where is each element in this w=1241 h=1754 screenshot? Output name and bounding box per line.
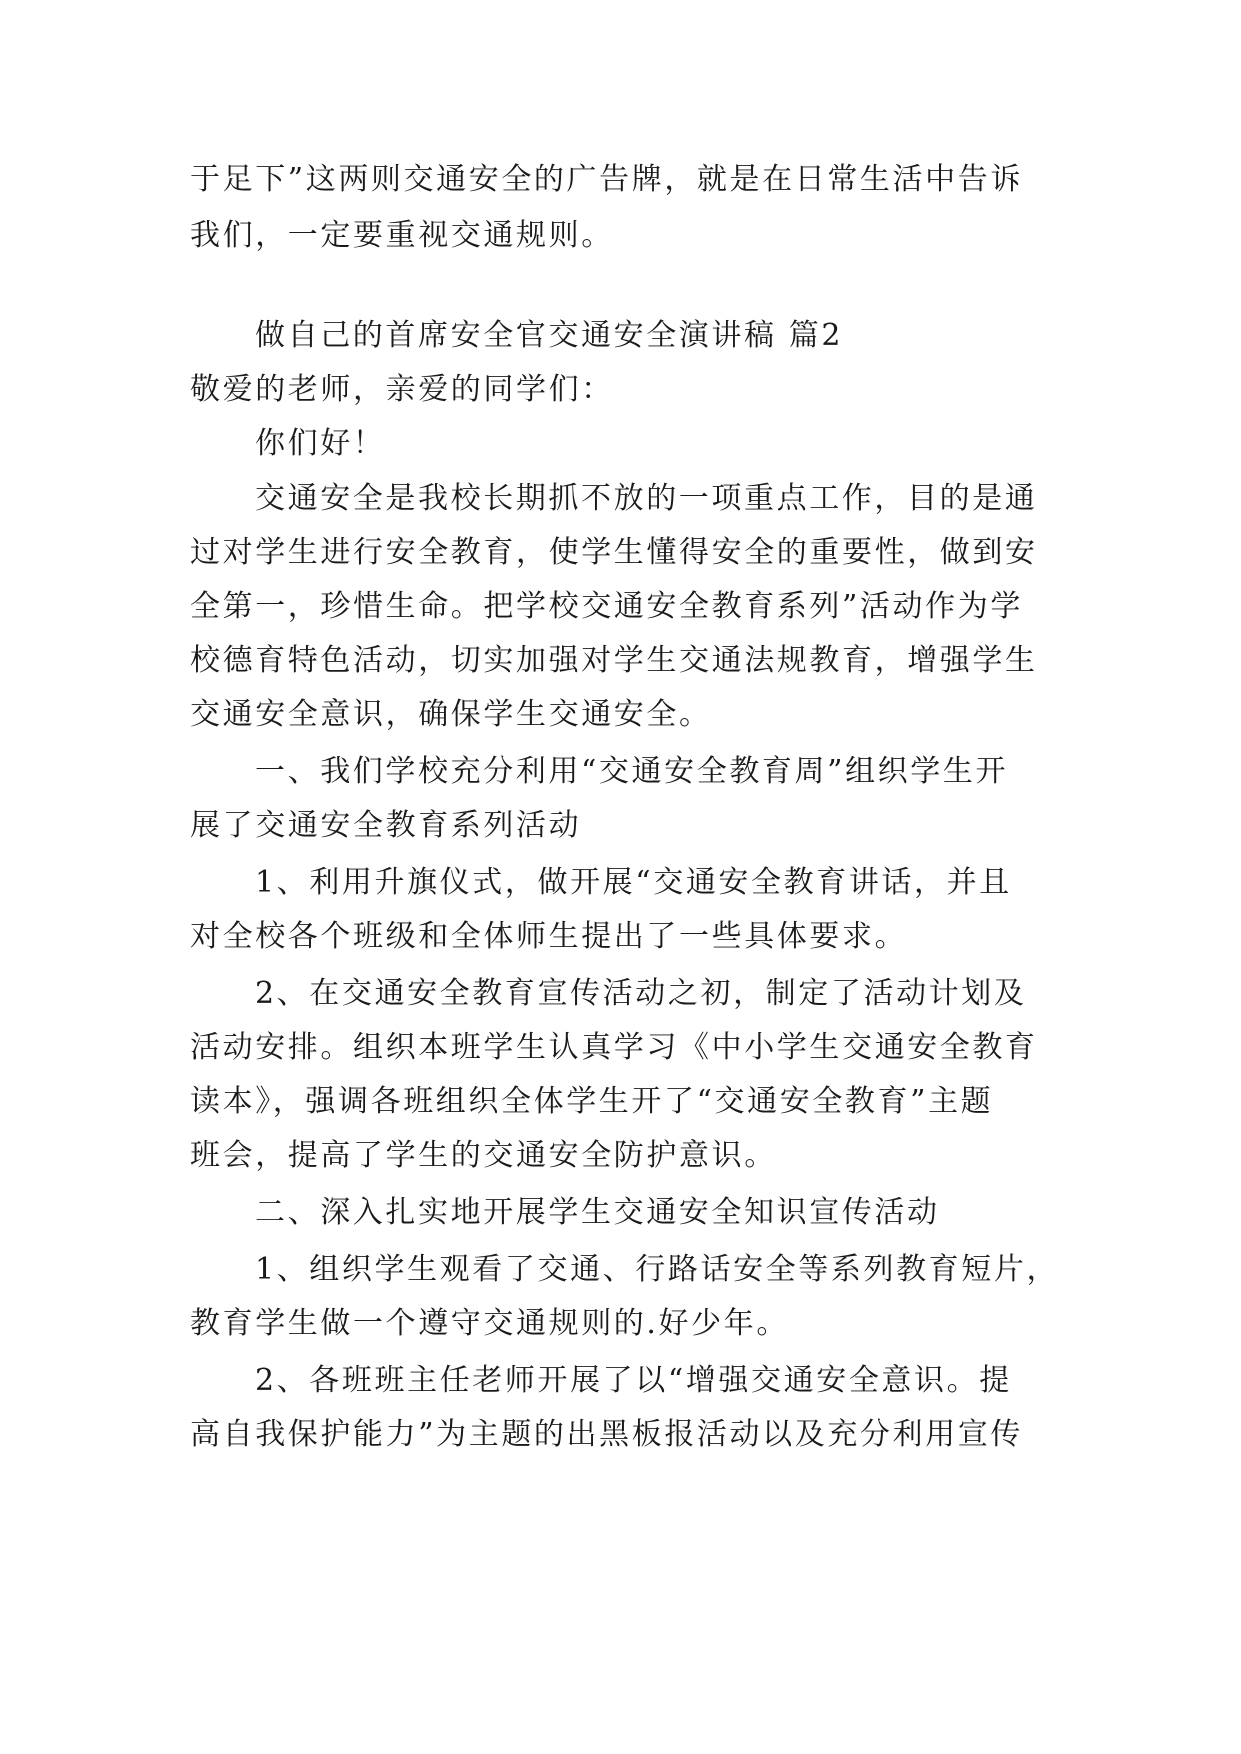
paragraph-line: 活动安排。组织本班学生认真学习《中小学生交通安全教育 xyxy=(190,1030,1038,1065)
paragraph-line: 1、组织学生观看了交通、行路话安全等系列教育短片， xyxy=(255,1252,1060,1287)
paragraph-line: 交通安全是我校长期抓不放的一项重点工作，目的是通 xyxy=(255,481,1038,516)
paragraph-line: 高自我保护能力”为主题的出黑板报活动以及充分利用宣传 xyxy=(190,1417,1023,1452)
paragraph-line: 2、各班班主任老师开展了以“增强交通安全意识。提 xyxy=(255,1363,1012,1398)
paragraph-line: 展了交通安全教育系列活动 xyxy=(190,808,582,843)
paragraph-line: 我们，一定要重视交通规则。 xyxy=(190,218,614,253)
paragraph-line: 二、深入扎实地开展学生交通安全知识宣传活动 xyxy=(255,1195,940,1230)
section-title: 做自己的首席安全官交通安全演讲稿 篇2 xyxy=(255,318,844,353)
paragraph-line: 教育学生做一个遵守交通规则的.好少年。 xyxy=(190,1306,789,1341)
paragraph-line: 读本》，强调各班组织全体学生开了“交通安全教育”主题 xyxy=(190,1084,994,1119)
paragraph-line: 过对学生进行安全教育，使学生懂得安全的重要性，做到安 xyxy=(190,535,1038,570)
greeting: 你们好！ xyxy=(255,426,386,461)
salutation: 敬爱的老师，亲爱的同学们： xyxy=(190,372,614,407)
paragraph-line: 一、我们学校充分利用“交通安全教育周”组织学生开 xyxy=(255,754,1009,789)
paragraph-line: 校德育特色活动，切实加强对学生交通法规教育，增强学生 xyxy=(190,643,1038,678)
paragraph-line: 交通安全意识，确保学生交通安全。 xyxy=(190,697,712,732)
paragraph-line: 于足下”这两则交通安全的广告牌，就是在日常生活中告诉 xyxy=(190,162,1023,197)
paragraph-line: 2、在交通安全教育宣传活动之初，制定了活动计划及 xyxy=(255,976,1027,1011)
paragraph-line: 班会，提高了学生的交通安全防护意识。 xyxy=(190,1138,777,1173)
paragraph-line: 对全校各个班级和全体师生提出了一些具体要求。 xyxy=(190,919,908,954)
paragraph-line: 1、利用升旗仪式，做开展“交通安全教育讲话，并且 xyxy=(255,865,1012,900)
paragraph-line: 全第一，珍惜生命。把学校交通安全教育系列”活动作为学 xyxy=(190,589,1023,624)
